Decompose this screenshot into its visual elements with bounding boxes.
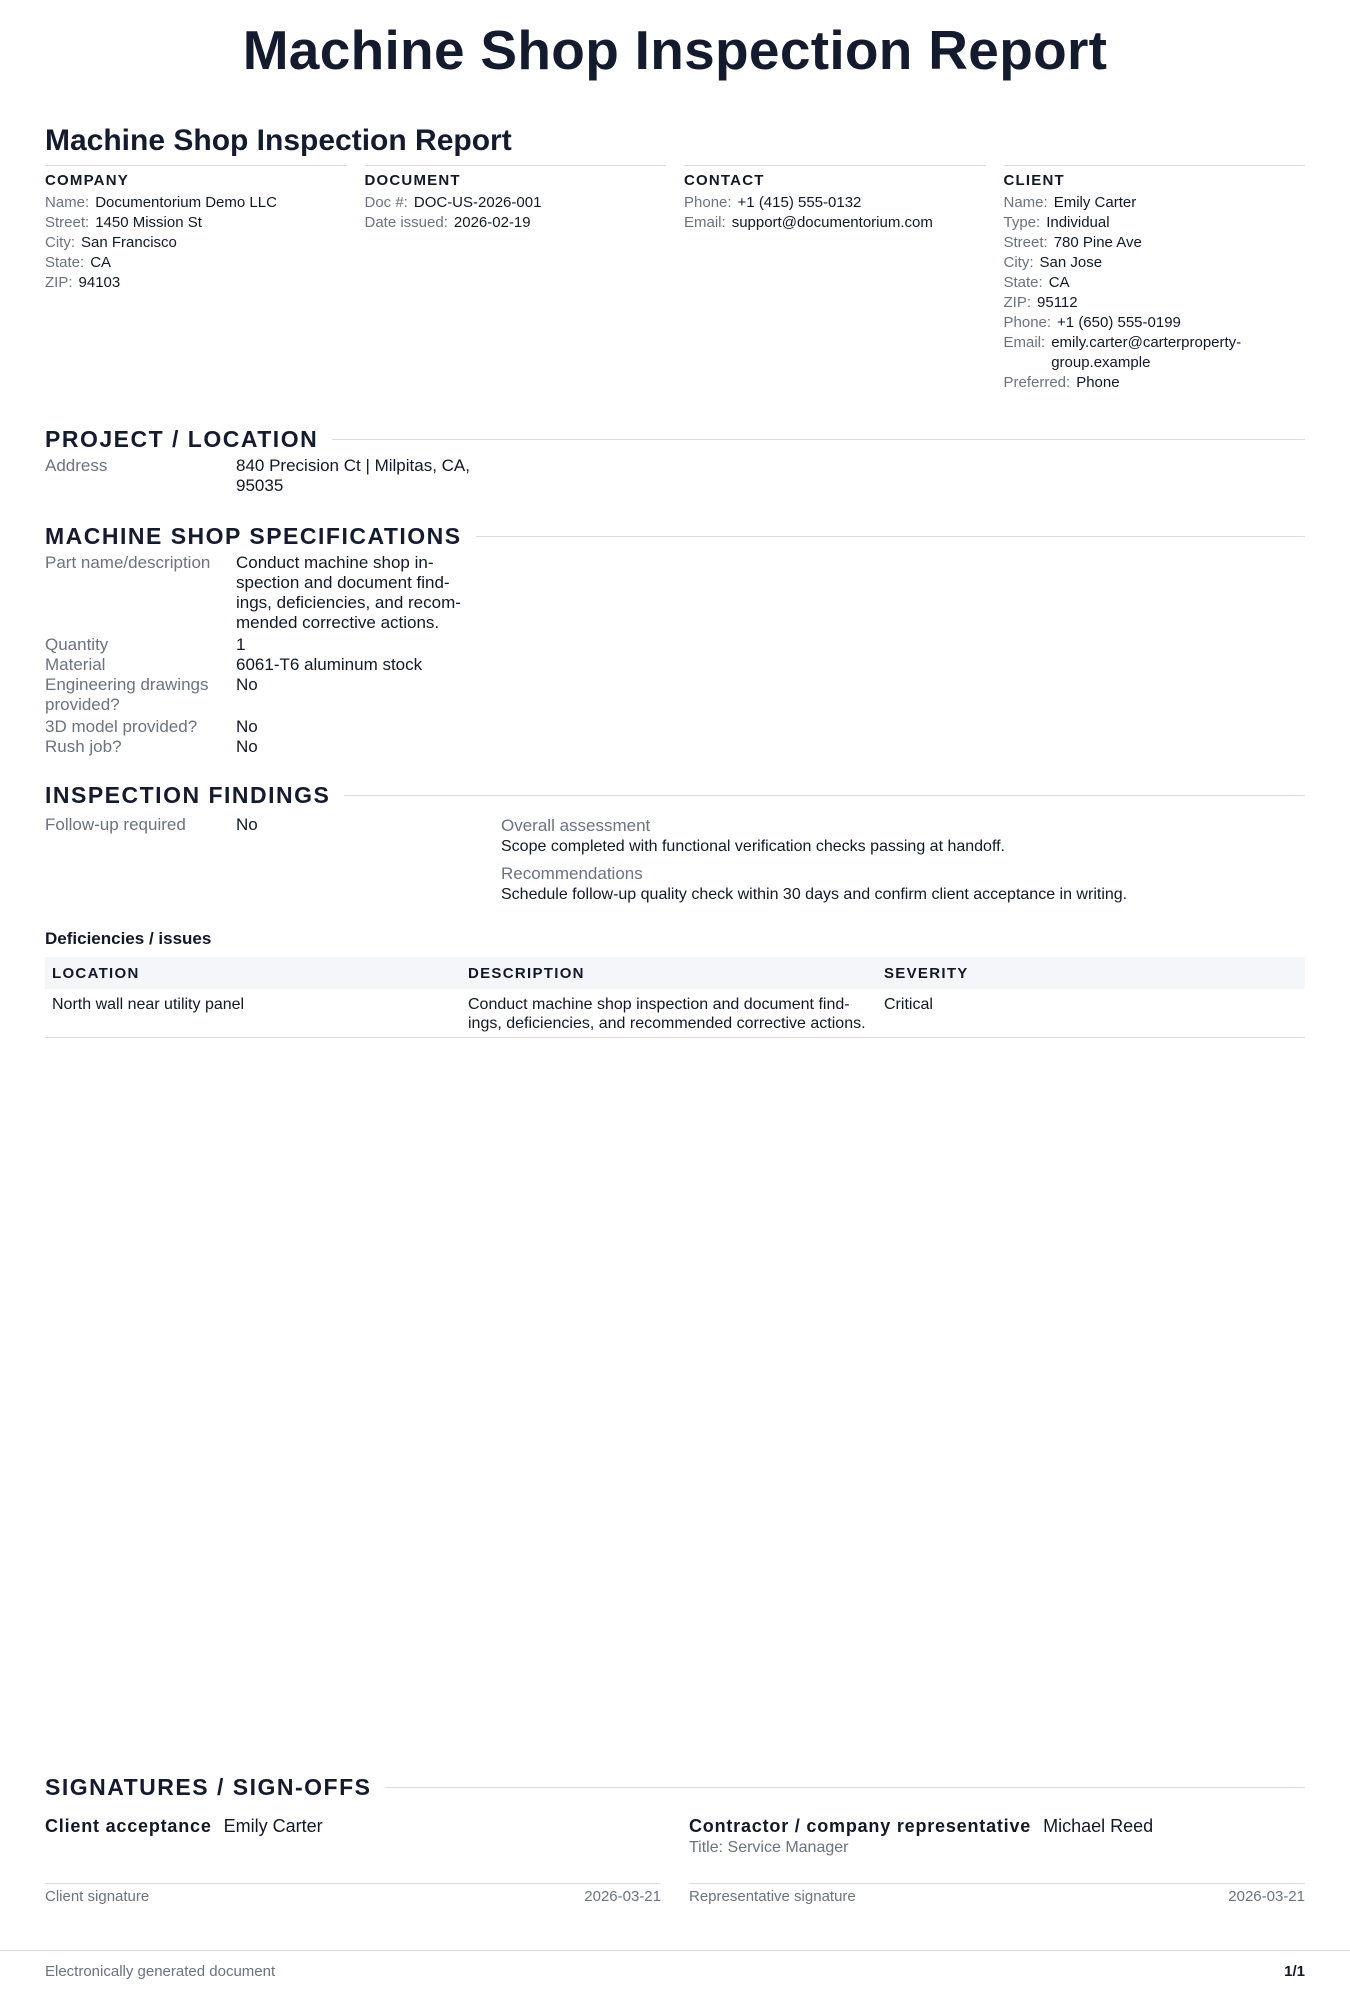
label: ZIP:	[45, 274, 73, 291]
findings-body	[45, 815, 1305, 911]
company-state-row	[45, 253, 347, 273]
client-state: CA	[1048, 274, 1070, 291]
description-line: ings, deficiencies, and recommended corrective actions.	[468, 1015, 866, 1032]
followup-value: No	[236, 815, 258, 834]
rep-label: Contractor / company representative	[689, 1816, 1032, 1836]
client-signature-line[interactable]	[45, 1883, 661, 1905]
client-zip: 95112	[1037, 294, 1078, 311]
section-heading	[45, 425, 1305, 453]
company-state: CA	[90, 254, 112, 271]
material-value: 6061-T6 aluminum stock	[236, 655, 423, 674]
part-row	[45, 553, 1305, 633]
cell-description	[461, 989, 877, 1038]
client-type: Individual	[1046, 214, 1110, 231]
date-issued: 2026-02-19	[453, 214, 531, 231]
page-number: 1/1	[1284, 1963, 1305, 1980]
rep-signer-name: Michael Reed	[1043, 1816, 1154, 1836]
page-title: Machine Shop Inspection Report	[242, 19, 1108, 81]
rep-signer-title: Title: Service Manager	[689, 1839, 849, 1856]
client-type-row	[1004, 213, 1306, 233]
label: Follow-up required	[45, 815, 186, 834]
label: State:	[1003, 274, 1043, 291]
label: Quantity	[45, 635, 109, 654]
deficiencies-title: Deficiencies / issues	[45, 929, 212, 948]
recommendations-value: Schedule follow-up quality check within 30 days and confirm client acceptance in writing.	[501, 886, 1128, 903]
cell-location: North wall near utility panel	[45, 989, 461, 1038]
model-value: No	[236, 717, 258, 736]
rep-signature-date: 2026-03-21	[1228, 1888, 1305, 1905]
label: Phone:	[1003, 314, 1052, 331]
address-line: 95035	[236, 476, 284, 495]
client-state-row	[1004, 273, 1306, 293]
divider	[344, 795, 1305, 796]
company-name: Documentorium Demo LLC	[95, 194, 277, 211]
contact-phone-row	[684, 193, 986, 213]
label: Type:	[1003, 214, 1041, 231]
table-row	[45, 989, 1305, 1038]
label: Material	[45, 655, 106, 674]
footer-note: Electronically generated document	[45, 1963, 276, 1980]
rep-signature-label: Representative signature	[689, 1888, 856, 1905]
divider	[385, 1787, 1305, 1788]
assessment-value: Scope completed with functional verification checks passing at handoff.	[501, 838, 1005, 855]
party-info-grid	[45, 165, 1305, 393]
page-footer	[0, 1950, 1350, 1980]
company-street: 1450 Mission St	[95, 214, 202, 231]
company-heading: COMPANY	[45, 172, 129, 189]
client-preferred: Phone	[1076, 374, 1120, 391]
section-heading	[45, 781, 1305, 809]
project-section	[45, 425, 1305, 496]
contact-phone: +1 (415) 555-0132	[737, 194, 862, 211]
client-heading: CLIENT	[1003, 172, 1065, 189]
label: Street:	[45, 214, 90, 231]
client-signer-name: Emily Carter	[223, 1816, 323, 1836]
section-heading	[45, 1773, 1305, 1801]
quantity-row	[45, 635, 1305, 655]
client-preferred-row	[1004, 373, 1306, 393]
client-signer-title	[45, 1837, 661, 1859]
followup-row	[45, 815, 501, 835]
divider	[476, 536, 1305, 537]
label: Email:	[684, 214, 726, 231]
section-heading-text: MACHINE SHOP SPECIFICATIONS	[45, 522, 462, 549]
cell-severity: Critical	[877, 989, 1305, 1038]
description-line: Conduct machine shop inspection and document find-	[468, 996, 850, 1013]
client-signature-label: Client signature	[45, 1888, 150, 1905]
drawings-row	[45, 675, 1305, 715]
client-email-row	[1004, 333, 1306, 373]
label: City:	[1003, 254, 1034, 271]
label: Date issued:	[364, 214, 448, 231]
footer-inner	[45, 1963, 1305, 1980]
client-zip-row	[1004, 293, 1306, 313]
section-heading-text: PROJECT / LOCATION	[45, 425, 319, 452]
label: Name:	[1003, 194, 1048, 211]
company-zip-row	[45, 273, 347, 293]
doc-number-row	[365, 193, 667, 213]
table-header-row	[45, 957, 1305, 989]
label: Doc #:	[364, 194, 408, 211]
part-line: ings, deficiencies, and recom-	[236, 593, 461, 612]
contact-email-row	[684, 213, 986, 233]
client-signature-head	[45, 1815, 661, 1837]
label-line: Engineering drawings	[45, 675, 209, 694]
client-email-line: emily.carter@carterproperty-	[1051, 334, 1242, 351]
model-row	[45, 717, 1305, 737]
section-heading-text: SIGNATURES / SIGN-OFFS	[45, 1773, 372, 1800]
client-signature-block	[45, 1815, 661, 1905]
section-heading-text: INSPECTION FINDINGS	[45, 781, 331, 808]
company-name-row	[45, 193, 347, 213]
address-line: 840 Precision Ct | Milpitas, CA,	[236, 456, 470, 475]
label: Name:	[45, 194, 90, 211]
label: Address	[45, 456, 108, 475]
client-city: San Jose	[1039, 254, 1103, 271]
rush-value: No	[236, 737, 258, 756]
rep-signature-head	[689, 1815, 1305, 1837]
part-line: spection and document find-	[236, 573, 450, 592]
company-street-row	[45, 213, 347, 233]
label: Rush job?	[45, 737, 122, 756]
drawings-value: No	[236, 675, 258, 694]
client-email-line: group.example	[1051, 354, 1151, 371]
client-email	[1051, 333, 1241, 373]
findings-section	[45, 781, 1305, 1038]
column-header-severity: SEVERITY	[877, 957, 1305, 989]
client-name-row	[1004, 193, 1306, 213]
doc-number: DOC-US-2026-001	[413, 194, 542, 211]
date-issued-row	[365, 213, 667, 233]
client-name: Emily Carter	[1053, 194, 1137, 211]
label: State:	[45, 254, 85, 271]
client-signature-date: 2026-03-21	[584, 1888, 661, 1905]
label: Email:	[1003, 334, 1046, 351]
section-heading	[45, 522, 1305, 550]
contact-block	[684, 165, 986, 393]
company-block	[45, 165, 347, 393]
client-acceptance-label: Client acceptance	[45, 1816, 212, 1836]
recommendations-label: Recommendations	[501, 864, 643, 883]
label: Preferred:	[1003, 374, 1071, 391]
part-line: mended corrective actions.	[236, 613, 440, 632]
material-row	[45, 655, 1305, 675]
quantity-value: 1	[236, 635, 246, 654]
label: City:	[45, 234, 75, 251]
label: ZIP:	[1003, 294, 1032, 311]
column-header-location: LOCATION	[45, 957, 461, 989]
client-street: 780 Pine Ave	[1053, 234, 1142, 251]
label: Phone:	[684, 194, 732, 211]
client-street-row	[1004, 233, 1306, 253]
contact-email: support@documentorium.com	[731, 214, 933, 231]
signatures-section	[45, 1773, 1305, 1905]
label: Street:	[1003, 234, 1048, 251]
rep-signature-line[interactable]	[689, 1883, 1305, 1905]
label-line: provided?	[45, 695, 120, 714]
findings-right	[501, 815, 1305, 911]
client-block	[1004, 165, 1306, 393]
address-row	[45, 456, 1305, 496]
company-city: San Francisco	[81, 234, 177, 251]
client-phone-row	[1004, 313, 1306, 333]
client-phone: +1 (650) 555-0199	[1057, 314, 1181, 331]
client-city-row	[1004, 253, 1306, 273]
report-page	[45, 0, 1305, 1038]
project-address	[236, 456, 486, 496]
findings-left	[45, 815, 501, 911]
assessment-label: Overall assessment	[501, 816, 651, 835]
label: Part name/description	[45, 553, 211, 572]
rush-row	[45, 737, 1305, 757]
company-zip: 94103	[78, 274, 121, 291]
column-header-description: DESCRIPTION	[461, 957, 877, 989]
deficiencies-table	[45, 957, 1305, 1038]
label: 3D model provided?	[45, 717, 198, 736]
company-city-row	[45, 233, 347, 253]
label	[45, 675, 236, 715]
divider	[332, 439, 1305, 440]
rep-signature-block	[689, 1815, 1305, 1905]
part-line: Conduct machine shop in-	[236, 553, 434, 572]
document-heading: DOCUMENT	[364, 172, 461, 189]
document-title: Machine Shop Inspection Report	[45, 124, 512, 157]
document-block	[365, 165, 667, 393]
signature-grid	[45, 1815, 1305, 1905]
contact-heading: CONTACT	[684, 172, 765, 189]
specs-section	[45, 522, 1305, 757]
part-description	[236, 553, 486, 633]
